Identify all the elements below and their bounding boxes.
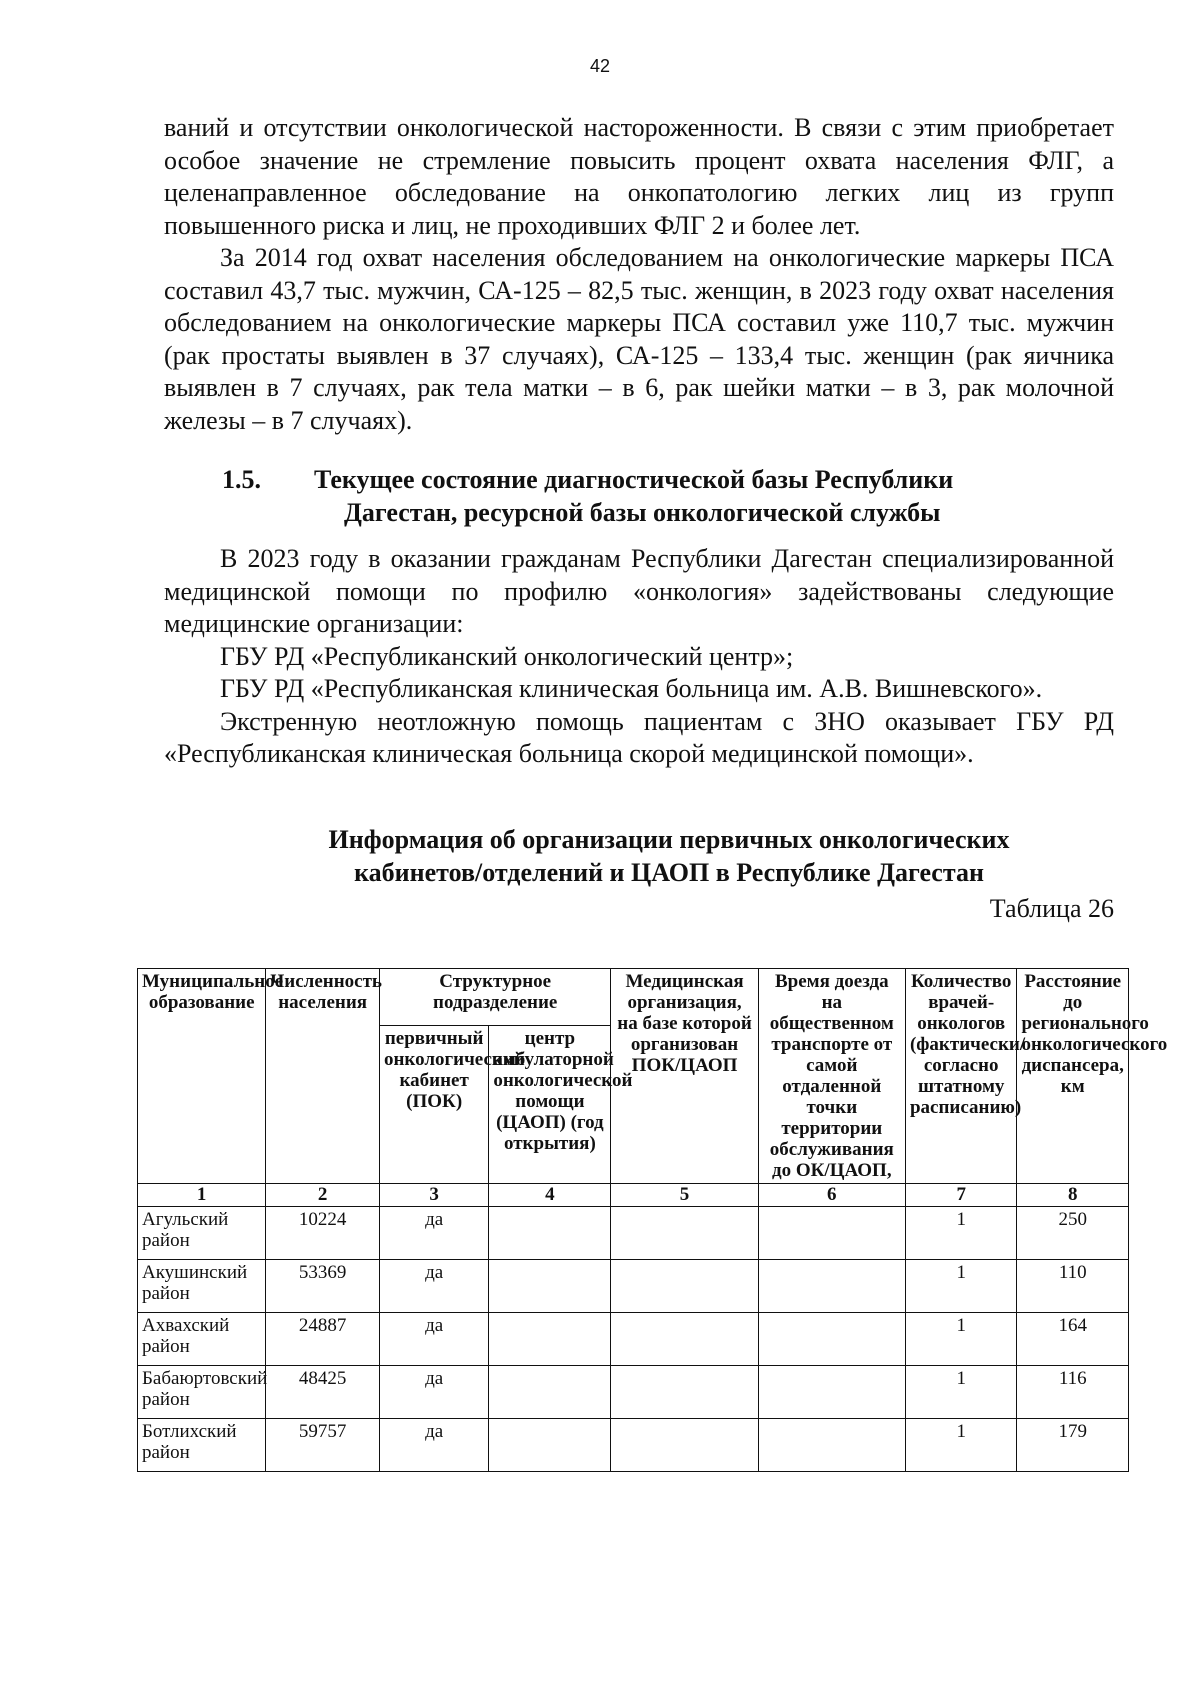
cell-travel-time [758,1313,905,1366]
cell-doctors: 1 [905,1313,1017,1366]
header-pok: первичный онкологический кабинет (ПОК) [379,1025,488,1183]
table-label: Таблица 26 [989,893,1114,923]
cell-pok: да [379,1207,488,1260]
cell-municipality: Акушинский район [138,1260,266,1313]
document-body [164,112,1114,923]
cell-population: 24887 [266,1313,380,1366]
cell-municipality: Бабаюртовский район [138,1366,266,1419]
column-number: 4 [489,1184,611,1207]
column-number: 1 [138,1184,266,1207]
header-med-org: Медицинская организация, на базе которой организован ПОК/ЦАОП [611,969,758,1184]
column-number: 3 [379,1184,488,1207]
table-title-line1: Информация об организации первичных онкологических [328,824,1010,854]
cell-population: 10224 [266,1207,380,1260]
paragraph-org-2: ГБУ РД «Республиканская клиническая больница им. А.В. Вишневского». [220,674,1043,703]
header-doctors: Количество врачей-онкологов (фактически/ согласно штатному расписанию) [905,969,1017,1184]
paragraph-markers: За 2014 год охват населения обследованием на онкологические маркеры ПСА составил 43,7 тыс. мужчин, СА-125 – 82,5 тыс. женщин, в 2023 году охват населения обследованием на онкологические маркеры ПСА составил уже 110,7 тыс. мужчин (рак простаты выявлен в 37 случаях), СА-125 – 133,4 тыс. женщин (рак яичника выявлен в 7 случаях, рак тела матки – в 6, рак шейки матки – в 3, рак молочной железы – в 7 случаях). [164,243,1114,435]
oncology-table [137,968,1168,1472]
paragraph-org-1: ГБУ РД «Республиканский онкологический центр»; [220,641,794,671]
table-title [164,823,1114,889]
header-caop: центр амбулаторной онкологической помощи (ЦАОП) (год открытия) [489,1025,611,1183]
header-travel-time: Время доезда на общественном транспорте от самой отдаленной точки территории обслуживания до ОК/ЦАОП, [758,969,905,1184]
column-number: 8 [1017,1184,1129,1207]
column-number: 5 [611,1184,758,1207]
header-municipality: Муниципальное образование [138,969,266,1184]
table-title-line2: кабинетов/отделений и ЦАОП в Республике Дагестан [354,857,984,887]
cell-caop [489,1260,611,1313]
column-number: 7 [905,1184,1017,1207]
cell-caop [489,1207,611,1260]
cell-distance: 116 [1017,1366,1129,1419]
cell-med-org [611,1313,758,1366]
cell-municipality: Агульский район [138,1207,266,1260]
cell-caop [489,1419,611,1472]
cell-med-org [611,1260,758,1313]
cell-doctors: 1 [905,1366,1017,1419]
cell-doctors: 1 [905,1260,1017,1313]
cell-med-org [611,1207,758,1260]
page-number: 42 [589,56,611,76]
section-title-line2: Дагестан, ресурсной базы онкологической службы [344,498,941,527]
column-number: 2 [266,1184,380,1207]
cell-doctors: 1 [905,1207,1017,1260]
paragraph-organizations: В 2023 году в оказании гражданам Республики Дагестан специализированной медицинской помощи по профилю «онкология» задействованы следующие медицинские организации: [164,544,1114,638]
cell-distance: 110 [1017,1260,1129,1313]
cell-travel-time [758,1419,905,1472]
cell-med-org [611,1366,758,1419]
cell-distance: 250 [1017,1207,1129,1260]
cell-population: 59757 [266,1419,380,1472]
table-row [138,1207,1129,1260]
cell-population: 48425 [266,1366,380,1419]
cell-municipality: Ботлихский район [138,1419,266,1472]
paragraph-emergency: Экстренную неотложную помощь пациентам с ЗНО оказывает ГБУ РД «Республиканская клиническая больница скорой медицинской помощи». [164,706,1114,768]
cell-pok: да [379,1260,488,1313]
header-structural: Структурное подразделение [379,969,610,1026]
table-row [138,1313,1129,1366]
section-title-line1: Текущее состояние диагностической базы Республики [314,465,954,494]
cell-pok: да [379,1419,488,1472]
cell-municipality: Ахвахский район [138,1313,266,1366]
cell-population: 53369 [266,1260,380,1313]
cell-travel-time [758,1207,905,1260]
section-heading [164,463,1114,529]
paragraph-intro: ваний и отсутствии онкологической настороженности. В связи с этим приобретает особое значение не стремление повысить процент охвата населения ФЛГ, а целенаправленное обследование на онкопатологию легких лиц из групп повышенного риска и лиц, не проходивших ФЛГ 2 и более лет. [164,113,1114,240]
cell-travel-time [758,1366,905,1419]
header-distance: Расстояние до регионального онкологического диспансера, км [1017,969,1129,1184]
cell-distance: 179 [1017,1419,1129,1472]
cell-doctors: 1 [905,1419,1017,1472]
table-row [138,1260,1129,1313]
cell-med-org [611,1419,758,1472]
cell-caop [489,1313,611,1366]
cell-distance: 164 [1017,1313,1129,1366]
header-population: Численность населения [266,969,380,1184]
column-number: 6 [758,1184,905,1207]
table-row [138,1366,1129,1419]
cell-pok: да [379,1313,488,1366]
table-row [138,1419,1129,1472]
cell-travel-time [758,1260,905,1313]
cell-caop [489,1366,611,1419]
cell-pok: да [379,1366,488,1419]
section-number: 1.5. [222,465,261,494]
